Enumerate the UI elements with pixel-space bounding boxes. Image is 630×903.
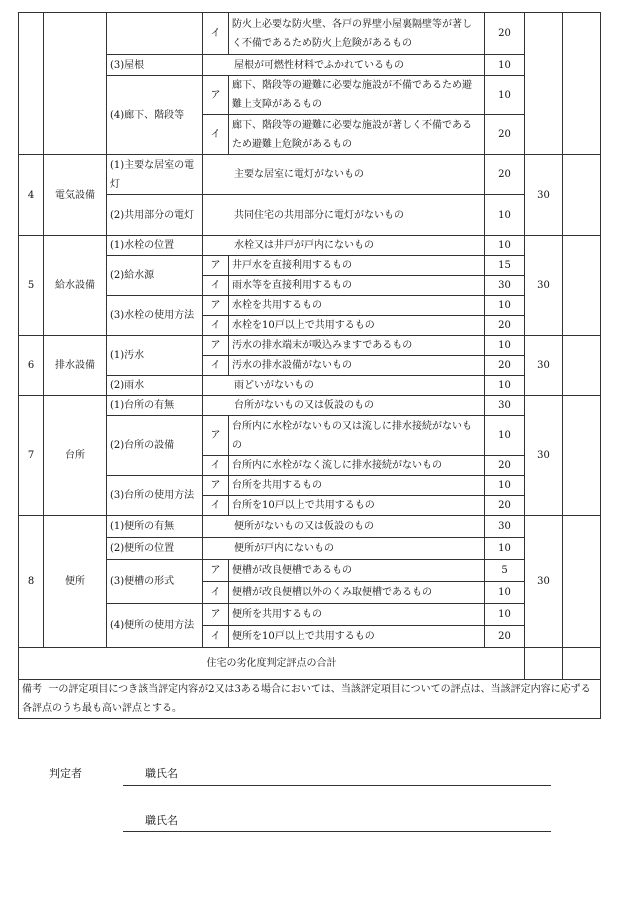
- category-name: 電気設備: [44, 155, 107, 236]
- sub-marker: ア: [203, 476, 229, 496]
- category-name: 便所: [44, 516, 107, 648]
- cat3-result-cell: [563, 13, 601, 155]
- criteria-text: 便所が戸内にないもの: [203, 538, 485, 560]
- item-label: (1)水栓の位置: [107, 236, 203, 256]
- cat3-name-cell: [44, 13, 107, 155]
- criteria-text: 便所がないもの又は仮設のもの: [203, 516, 485, 538]
- item-label: (3)便槽の形式: [107, 560, 203, 604]
- table-row: [19, 604, 601, 626]
- item-label: (1)台所の有無: [107, 396, 203, 416]
- score: 5: [485, 560, 525, 582]
- score: 30: [485, 396, 525, 416]
- sub-marker: イ: [203, 276, 229, 296]
- criteria-text: 台所がないもの又は仮設のもの: [203, 396, 485, 416]
- table-row: [19, 76, 601, 115]
- criteria-text: 台所内に水栓がないもの又は流しに排水接続がないもの: [229, 416, 485, 456]
- table-row: [19, 336, 601, 356]
- score: 20: [485, 155, 525, 195]
- category-number: 4: [19, 155, 44, 236]
- item-label: (4)廊下、階段等: [107, 76, 203, 155]
- category-number: 7: [19, 396, 44, 516]
- sub-marker: イ: [203, 316, 229, 336]
- sub-marker: ア: [203, 76, 229, 115]
- note-row: [19, 680, 601, 719]
- score: 10: [485, 416, 525, 456]
- category-max-score: 30: [525, 336, 563, 396]
- sub-marker: イ: [203, 115, 229, 155]
- item-label: (2)雨水: [107, 376, 203, 396]
- score: 10: [485, 236, 525, 256]
- item-label: (2)便所の位置: [107, 538, 203, 560]
- total-extra-cell: [563, 648, 601, 680]
- category-result-cell: [563, 236, 601, 336]
- item-label: (2)台所の設備: [107, 416, 203, 476]
- category-name: 給水設備: [44, 236, 107, 336]
- category-name: 台所: [44, 396, 107, 516]
- sub-marker: イ: [203, 13, 229, 55]
- category-max-score: 30: [525, 516, 563, 648]
- sub-marker: イ: [203, 626, 229, 648]
- score: 20: [485, 626, 525, 648]
- score: 20: [485, 115, 525, 155]
- sub-marker: イ: [203, 582, 229, 604]
- sub-marker: イ: [203, 356, 229, 376]
- score: 10: [485, 538, 525, 560]
- sub-marker: ア: [203, 416, 229, 456]
- score: 10: [485, 582, 525, 604]
- criteria-text: 雨水等を直接利用するもの: [229, 276, 485, 296]
- item-label: (3)屋根: [107, 55, 203, 76]
- sub-marker: イ: [203, 496, 229, 516]
- sub-marker: ア: [203, 604, 229, 626]
- item-label: (3)台所の使用方法: [107, 476, 203, 516]
- category-number: 8: [19, 516, 44, 648]
- table-row: [19, 376, 601, 396]
- criteria-text: 便所を共用するもの: [229, 604, 485, 626]
- table-row: [19, 516, 601, 538]
- score: 10: [485, 55, 525, 76]
- table-row: [19, 296, 601, 316]
- criteria-text: 廊下、階段等の避難に必要な施設が不備であるため避難上支障があるもの: [229, 76, 485, 115]
- score: 10: [485, 296, 525, 316]
- criteria-text: 屋根が可燃性材料でふかれているもの: [203, 55, 485, 76]
- deterioration-evaluation-table: [18, 12, 601, 719]
- criteria-text: 水栓を10戸以上で共用するもの: [229, 316, 485, 336]
- category-result-cell: [563, 336, 601, 396]
- score: 10: [485, 336, 525, 356]
- item-label: (3)水栓の使用方法: [107, 296, 203, 336]
- criteria-text: 井戸水を直接利用するもの: [229, 256, 485, 276]
- criteria-text: 廊下、階段等の避難に必要な施設が著しく不備であるため避難上危険があるもの: [229, 115, 485, 155]
- score: 10: [485, 195, 525, 236]
- note-label: 備考: [22, 684, 42, 695]
- score: 10: [485, 604, 525, 626]
- item-cell: [107, 13, 203, 55]
- sub-marker: ア: [203, 336, 229, 356]
- criteria-text: 便槽が改良便槽以外のくみ取便槽であるもの: [229, 582, 485, 604]
- category-max-score: 30: [525, 396, 563, 516]
- criteria-text: 汚水の排水端末が吸込みますであるもの: [229, 336, 485, 356]
- table-row: [19, 155, 601, 195]
- score: 20: [485, 13, 525, 55]
- score: 30: [485, 276, 525, 296]
- category-number: 5: [19, 236, 44, 336]
- criteria-text: 便槽が改良便槽であるもの: [229, 560, 485, 582]
- sub-marker: ア: [203, 560, 229, 582]
- table-row: [19, 560, 601, 582]
- total-row: [19, 648, 601, 680]
- criteria-text: 便所を10戸以上で共用するもの: [229, 626, 485, 648]
- signature-line-1[interactable]: [123, 785, 551, 786]
- category-max-score: 30: [525, 155, 563, 236]
- category-result-cell: [563, 396, 601, 516]
- criteria-text: 主要な居室に電灯がないもの: [203, 155, 485, 195]
- criteria-text: 汚水の排水設備がないもの: [229, 356, 485, 376]
- score: 15: [485, 256, 525, 276]
- score: 20: [485, 456, 525, 476]
- table-row: [19, 416, 601, 456]
- table-row: [19, 538, 601, 560]
- category-name: 排水設備: [44, 336, 107, 396]
- total-value-cell[interactable]: [525, 648, 563, 680]
- total-label: 住宅の劣化度判定評点の合計: [19, 648, 525, 680]
- score: 10: [485, 376, 525, 396]
- table-row: [19, 236, 601, 256]
- item-label: (1)主要な居室の電灯: [107, 155, 203, 195]
- criteria-text: 水栓又は井戸が戸内にないもの: [203, 236, 485, 256]
- table-row: [19, 256, 601, 276]
- category-max-score: 30: [525, 236, 563, 336]
- criteria-text: 水栓を共用するもの: [229, 296, 485, 316]
- sub-marker: ア: [203, 256, 229, 276]
- score: 20: [485, 316, 525, 336]
- signature-line-2[interactable]: [123, 831, 551, 832]
- table-row: [19, 396, 601, 416]
- score: 10: [485, 476, 525, 496]
- judge-label: 判定者: [49, 767, 82, 780]
- table-row: [19, 55, 601, 76]
- sub-marker: ア: [203, 296, 229, 316]
- title-name-label-2: 職氏名: [145, 814, 178, 827]
- score: 20: [485, 356, 525, 376]
- category-result-cell: [563, 516, 601, 648]
- criteria-text: 台所を10戸以上で共用するもの: [229, 496, 485, 516]
- item-label: (4)便所の使用方法: [107, 604, 203, 648]
- criteria-text: 防火上必要な防火壁、各戸の界壁小屋裏隔壁等が著しく不備であるため防火上危険があるもの: [229, 13, 485, 55]
- note-cell: [19, 680, 601, 719]
- sub-marker: イ: [203, 456, 229, 476]
- category-number: 6: [19, 336, 44, 396]
- cat3-no-cell: [19, 13, 44, 155]
- score: 30: [485, 516, 525, 538]
- item-label: (1)便所の有無: [107, 516, 203, 538]
- category-result-cell: [563, 155, 601, 236]
- item-label: (2)給水源: [107, 256, 203, 296]
- table-row: [19, 476, 601, 496]
- note-text: 一の評定項目につき該当評定内容が2又は3ある場合においては、当該評定項目についての評点は、当該評定内容に応ずる各評点のうち最も高い評点とする。: [22, 684, 591, 714]
- item-label: (2)共用部分の電灯: [107, 195, 203, 236]
- title-name-label-1: 職氏名: [145, 767, 178, 780]
- criteria-text: 雨どいがないもの: [203, 376, 485, 396]
- criteria-text: 台所内に水栓がなく流しに排水接続がないもの: [229, 456, 485, 476]
- table-row: [19, 195, 601, 236]
- item-label: (1)汚水: [107, 336, 203, 376]
- score: 20: [485, 496, 525, 516]
- cat3-max-cell: [525, 13, 563, 155]
- criteria-text: 共同住宅の共用部分に電灯がないもの: [203, 195, 485, 236]
- table-row: [19, 13, 601, 55]
- score: 10: [485, 76, 525, 115]
- criteria-text: 台所を共用するもの: [229, 476, 485, 496]
